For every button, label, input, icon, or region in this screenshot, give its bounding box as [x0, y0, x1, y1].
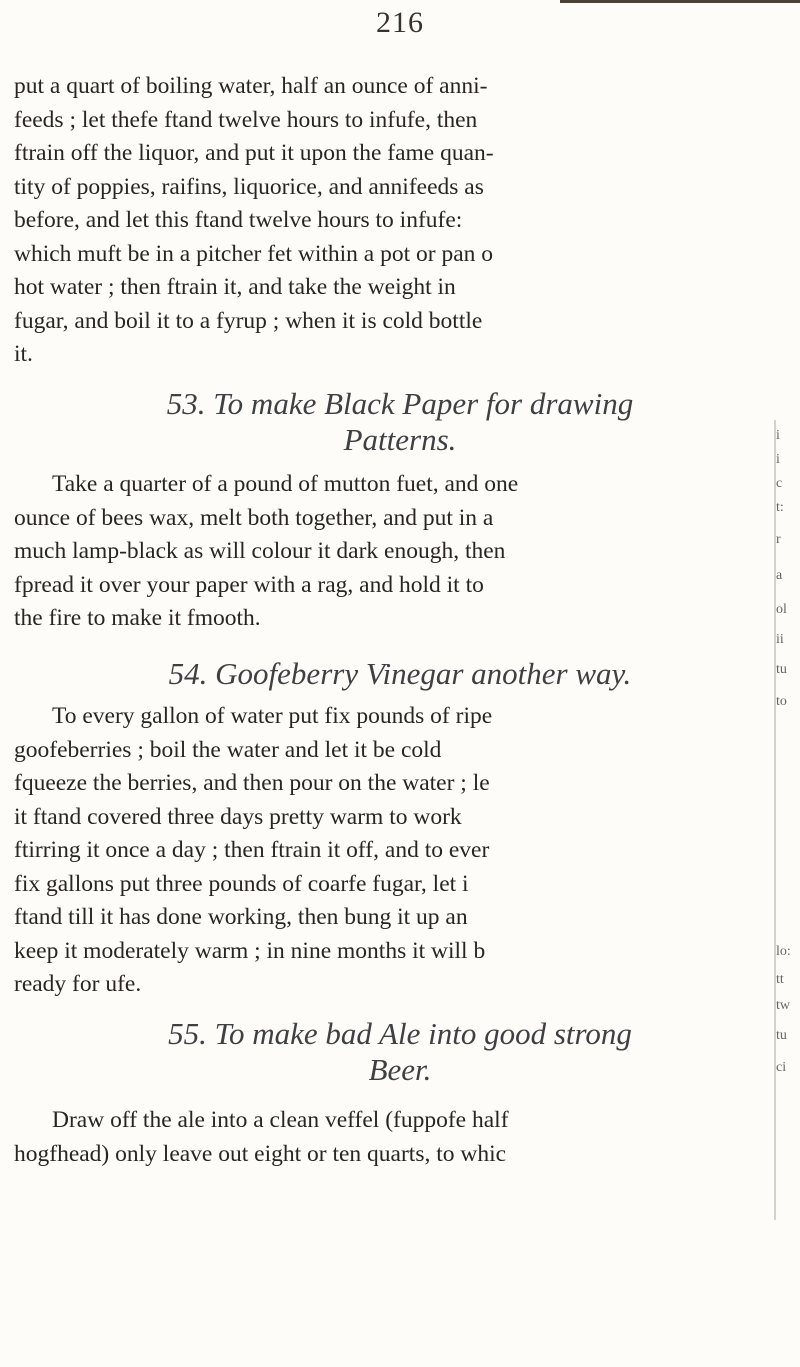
text-line: fugar, and boil it to a fyrup ; when it is cold bottle	[14, 307, 483, 334]
text-line: goofeberries ; boil the water and let it be cold	[14, 736, 442, 763]
top-edge-rule	[560, 0, 800, 3]
margin-fragment: tw	[776, 998, 790, 1013]
margin-fragment: tu	[776, 1028, 787, 1043]
text-line: it ftand covered three days pretty warm to work	[14, 803, 462, 830]
text-line: Take a quarter of a pound of mutton fuet, and one	[52, 471, 519, 497]
heading-text: Goofeberry Vinegar another way.	[215, 656, 632, 691]
heading-text: To make Black Paper for drawing	[213, 386, 634, 421]
section-number: 53.	[166, 386, 206, 421]
margin-fragment: lo:	[776, 944, 791, 959]
heading-line: Beer.	[368, 1052, 432, 1087]
margin-fragment: ii	[776, 632, 784, 647]
margin-fragment: ol	[776, 602, 787, 617]
text-line: hogfhead) only leave out eight or ten quarts, to whic	[14, 1140, 507, 1167]
text-line: ftand till it has done working, then bung it up an	[14, 904, 468, 930]
text-line: fpread it over your paper with a rag, and hold it to	[14, 571, 484, 598]
margin-fragment: i	[776, 452, 780, 467]
text-line: tity of poppies, raifins, liquorice, and annifeeds as	[14, 173, 484, 200]
text-line: ounce of bees wax, melt both together, and put in a	[14, 504, 494, 531]
section-body-55	[14, 1104, 766, 1171]
heading-line	[0, 1016, 800, 1052]
margin-fragment: ci	[776, 1060, 787, 1075]
text-line: fqueeze the berries, and then pour on the water ; le	[14, 770, 490, 796]
margin-fragment: tu	[776, 662, 787, 677]
section-body-54	[14, 700, 766, 1002]
text-line: before, and let this ftand twelve hours to infufe:	[14, 207, 463, 233]
heading-line	[0, 386, 800, 422]
section-number: 55.	[168, 1016, 207, 1051]
text-line: put a quart of boiling water, half an ounce of anni-	[14, 73, 488, 99]
text-line: much lamp-black as will colour it dark enough, then	[14, 538, 506, 564]
section-heading-54	[0, 656, 800, 692]
text-line: ftirring it once a day ; then ftrain it off, and to ever	[14, 837, 490, 863]
heading-line	[0, 656, 800, 692]
text-line: which muft be in a pitcher fet within a pot or pan o	[14, 240, 494, 267]
page-number: 216	[376, 6, 424, 39]
heading-line: Patterns.	[343, 422, 457, 457]
margin-fragment: a	[776, 568, 783, 583]
section-heading-55	[0, 1016, 800, 1088]
text-line: Draw off the ale into a clean veffel (fuppofe half	[52, 1107, 509, 1133]
text-line: hot water ; then ftrain it, and take the weight in	[14, 274, 456, 300]
text-line: ready for ufe.	[14, 971, 142, 997]
margin-fragment: to	[776, 694, 787, 709]
text-line: the fire to make it fmooth.	[14, 605, 261, 631]
margin-fragment: t:	[776, 500, 784, 515]
margin-fragment: r	[776, 532, 781, 547]
text-line: it.	[14, 341, 33, 367]
text-line: feeds ; let thefe ftand twelve hours to infufe, then	[14, 106, 478, 133]
margin-fragment: i	[776, 428, 780, 443]
heading-text: To make bad Ale into good strong	[214, 1016, 632, 1051]
text-line: ftrain off the liquor, and put it upon the fame quan-	[14, 140, 494, 166]
section-heading-53	[0, 386, 800, 458]
text-line: To every gallon of water put fix pounds of ripe	[52, 703, 493, 729]
text-line: keep it moderately warm ; in nine months it will b	[14, 937, 486, 964]
margin-fragment: tt	[776, 972, 784, 987]
text-line: fix gallons put three pounds of coarfe fugar, let i	[14, 870, 469, 897]
section-number: 54.	[168, 656, 208, 691]
margin-fragment: c	[776, 476, 783, 491]
section-body-53	[14, 468, 766, 636]
intro-paragraph	[14, 70, 766, 372]
